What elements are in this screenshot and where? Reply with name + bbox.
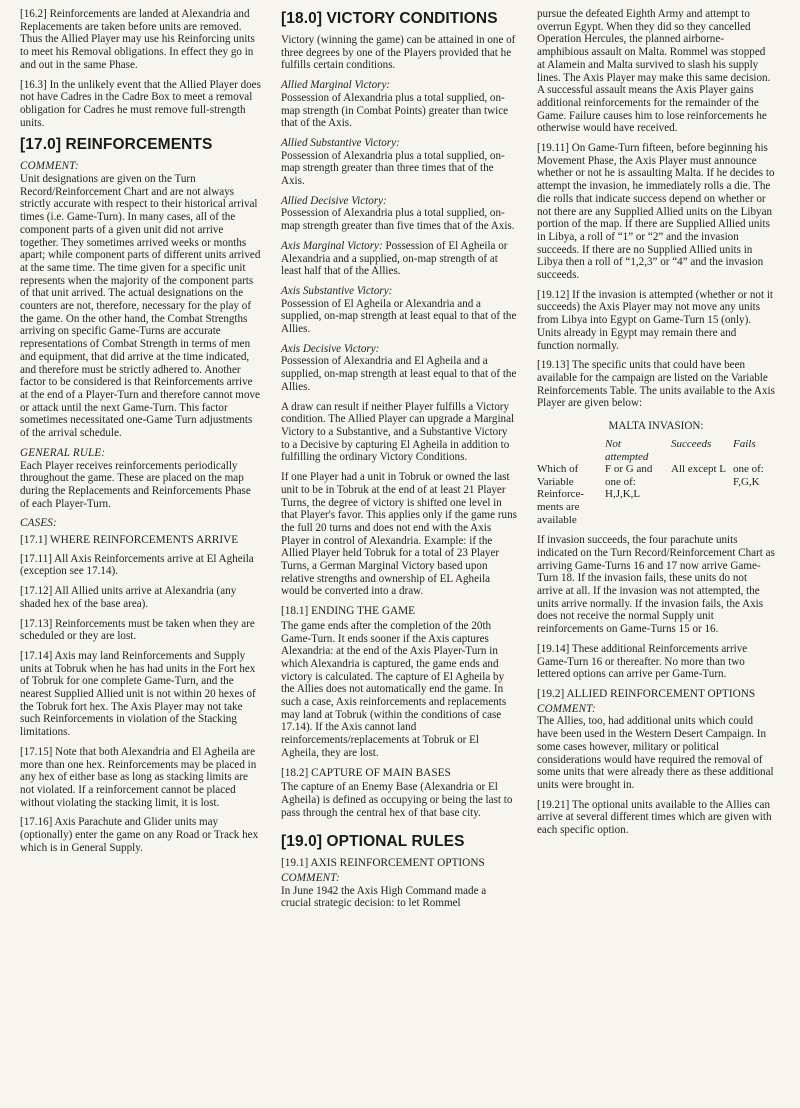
case-17-11: [17.11] All Axis Reinforcements arrive at El Agheila (exception see 17.14).: [20, 552, 254, 578]
case-heading-19-1: [19.1] AXIS REINFORCEMENT OPTIONS: [281, 857, 485, 870]
allied-substantive-text: Possession of Alexandria plus a total supplied, on-map strength greater than three times that of the Axis.: [281, 149, 505, 188]
comment-label-19-2: COMMENT:: [537, 702, 596, 715]
cases-label: CASES:: [20, 517, 57, 530]
header-fails: Fails: [733, 438, 756, 451]
case-18-2: The capture of an Enemy Base (Alexandria or El Agheila) is defined as occupying or being the last to pass through the central hex of that base city.: [281, 781, 513, 819]
case-17-14: [17.14] Axis may land Reinforcements and Supply units at Tobruk when he has had units in the Fort hex of Tobruk for one complete Game-Turn, and the nearest Supplied Allied unit is not within 20 hexes of the Tobruk fort hex. The Axis Player may not take such Reinforcements in violation of the Stacking limitations.: [20, 649, 256, 739]
case-19-12: [19.12] If the invasion is attempted (whether or not it succeeds) the Axis Player may not move any units from Libya into Egypt on Game-Turn 15 (only). Units already in Egypt may remain there and function normally.: [537, 288, 773, 352]
header-succeeds: Succeeds: [671, 438, 712, 451]
malta-table-caption: MALTA INVASION:: [608, 420, 704, 433]
malta-invasion-table: [537, 438, 775, 526]
table-row: [537, 463, 775, 526]
case-heading-19-2: [19.2] ALLIED REINFORCEMENT OPTIONS: [537, 687, 756, 700]
victory-intro: Victory (winning the game) can be attained in one of three degrees by one of the Players provided that he fulfills certain conditions.: [281, 34, 516, 72]
axis-decisive-text: Possession of Alexandria and El Agheila and a supplied, on-map strength at least equal to that of the Allies.: [281, 355, 517, 393]
axis-substantive-label: Axis Substantive Victory:: [281, 284, 393, 297]
case-18-1: The game ends after the completion of the 20th Game-Turn. It ends sooner if the Axis captures Alexandria: at the end of the Axis Player-Turn in which Alexandria is captured, the game ends and victory is calculated. The capture of El Agheila by the Allies does not automatically end the game. In such a case, Axis reinforcements and replacements may land at Tobruk (within the conditions of case 17.14). If the Axis cannot land reinforcements/replacements at Tobruk or El Agheila, they are lost.: [281, 619, 507, 759]
row-label: Which of Variable Reinforce-ments are available: [537, 463, 585, 526]
case-19-21: [19.21] The optional units available to the Allies can arrive at several different times which are given with each specific option.: [537, 798, 772, 837]
axis-marginal-label: Axis Marginal Victory:: [281, 239, 383, 252]
case-19-2-text: The Allies, too, had additional units which could have been used in the Western Desert Campaign. In some cases however, military or political considerations would have required the removal of some units that were already there as these additional units were brought in.: [537, 715, 774, 791]
case-17-12: [17.12] All Allied units arrive at Alexandria (any shaded hex of the base area).: [20, 585, 237, 610]
allied-marginal-text: Possession of Alexandria plus a total supplied, on-map strength (in Combat Points) greater than twice that of the Axis.: [281, 91, 509, 130]
table-row: [537, 438, 775, 463]
case-19-14: [19.14] These additional Reinforcements arrive Game-Turn 16 or thereafter. No more than two lettered options can arrive per Game-Turn.: [537, 642, 748, 681]
after-malta-text: If invasion succeeds, the four parachute units indicated on the Turn Record/Reinforcement Chart as arriving Game-Turns 16 and 17 now arrive Game-Turn 18. If the invasion fails, these units do not arrive at all. If the invasion was not attempted, the units arrive normally. If the invasion fails, the Axis does not receive the normal Supply unit reinforcements on Game-Turns 15 or 16.: [537, 534, 775, 636]
case-17-16: [17.16] Axis Parachute and Glider units may (optionally) enter the game on any Road or Track hex which is in General Supply.: [20, 816, 259, 854]
tobruk-text: If one Player had a unit in Tobruk or owned the last unit to be in Tobruk at the end of at least 21 Player Turns, the degree of victory is shifted one level in that Player's favor. This applies only if the game runs the full 20 turns and does not end with the Axis Player in control of Alexandria. Example: if the Allied Player held Tobruk for a total of 23 Player Turns, a German Marginal Victory based upon relative strengths and ownership of EL Agheila would be converted into a draw.: [281, 471, 517, 598]
section-heading-19: [19.0] OPTIONAL RULES: [281, 833, 465, 851]
case-17-13: [17.13] Reinforcements must be taken when they are scheduled or they are lost.: [20, 617, 255, 643]
axis-marginal: [281, 240, 517, 278]
cell-not-attempted: F or G and one of: H,J,K,L: [605, 463, 653, 501]
section-heading-17: [17.0] REINFORCEMENTS: [20, 136, 213, 154]
allied-substantive-label: Allied Substantive Victory:: [281, 136, 400, 149]
continued-text: pursue the defeated Eighth Army and attempt to overrun Egypt. When they did so they cancelled Operation Hercules, the planned airborne-amphibious assault on Malta. Rommel was stopped at Alamein and Malta survived to slash his supply lines. The Axis Player may make this same decision. A successful assault means the Axis Player gains additional reinforcements for the remainder of the Game. Failure causes him to lose reinforcements he otherwise would have received.: [537, 8, 771, 135]
section-heading-18: [18.0] VICTORY CONDITIONS: [281, 10, 498, 27]
header-not-attempted: Not attempted: [605, 438, 649, 463]
allied-decisive-text: Possession of Alexandria plus a total supplied, on-map strength greater than five times that of the Axis.: [281, 207, 515, 233]
draw-text: A draw can result if neither Player fulfills a Victory condition. The Allied Player can upgrade a Marginal Victory to a Substantive, and a Substantive Victory to a Decisive by capturing El Agheila in addition to fulfilling the ordinary Victory Conditions.: [281, 400, 515, 464]
general-rule-text: Each Player receives reinforcements periodically throughout the game. These are placed on the map during the Replacements and Reinforcements Phase of each Player-Turn.: [20, 459, 251, 510]
axis-marginal-text: Possession of El Agheila or Alexandria and a supplied, on-map strength of at least half that of the Allies.: [281, 239, 508, 278]
case-19-13: [19.13] The specific units that could have been available for the campaign are listed on the Variable Reinforcements Table. The units available to the Axis Player are given below:: [537, 359, 775, 410]
case-heading-18-1: [18.1] ENDING THE GAME: [281, 605, 416, 618]
case-heading-18-2: [18.2] CAPTURE OF MAIN BASES: [281, 766, 451, 779]
comment-label: COMMENT:: [20, 160, 79, 173]
case-17-15: [17.15] Note that both Alexandria and El Agheila are more than one hex. Reinforcements may be placed in any hex of either base as long as stacking limits are not violated. If a reinforcement cannot be placed without violating the stacking limit, it is lost.: [20, 745, 257, 809]
case-16-2: [16.2] Reinforcements are landed at Alexandria and Replacements are taken before units are removed. Thus the Allied Player may use his Reinforcing units to meet his Removal obligations. In effect they go in and out in the same Phase.: [20, 8, 255, 71]
column-middle: [281, 8, 517, 917]
column-right: [537, 8, 775, 844]
comment-text: Unit designations are given on the Turn Record/Reinforcement Chart and are not always strictly accurate with respect to their historical arrival times (i.e. Game-Turn). In many cases, all of the component parts of a given unit did not arrive together. They sometimes arrived weeks or months apart; while component parts of different units arrived at the same time. The time given for a specific unit represents when the majority of the component parts of that unit arrived. The actual designations on the counters are not, therefore, necessary for the play of the game. On the other hand, the Combat Strengths arriving on specific Game-Turns are accurate representations of Combat Strength in terms of men and equipment, that did arrive at the time indicated, and therefore must be strictly adhered to. Another factor to be considered is that Reinforcements arrive at the end of a Player-Turn and therefore cannot move or attack until the next Game-Turn. This factor sometimes necessitated one-Game Turn adjustments of the arrival schedule.: [20, 173, 261, 440]
case-16-3: [16.3] In the unlikely event that the Allied Player does not have Cadres in the Cadre Box to meet a removal obligation for Cadres he must remove full-strength units.: [20, 78, 261, 129]
allied-marginal-label: Allied Marginal Victory:: [281, 79, 391, 92]
case-heading-17-1: [17.1] WHERE REINFORCEMENTS ARRIVE: [20, 534, 239, 547]
axis-substantive-text: Possession of El Agheila or Alexandria and a supplied, on-map strength at least equal to that of the Allies.: [281, 297, 517, 336]
cell-succeeds: All except L: [671, 463, 726, 476]
case-19-11: [19.11] On Game-Turn fifteen, before beginning his Movement Phase, the Axis Player must announce whether or not he is assaulting Malta. If he decides to attempt the invasion, he immediately rolls a die. The die rolls that indicate success depend on whether or not there are any Supplied Allied units on the Libyan portion of the map. If there are Supplied Allied units in Libya, a roll of “1” or “2” and the invasion succeeds. If there are no Supplied Allied units in Libya then a roll of “1,2,3” or “4” and the invasion succeeds.: [537, 142, 775, 282]
axis-decisive-label: Axis Decisive Victory:: [281, 342, 380, 355]
case-19-1-text: In June 1942 the Axis High Command made a crucial strategic decision: to let Rommel: [281, 884, 487, 910]
column-left: [20, 8, 262, 861]
general-rule-label: GENERAL RULE:: [20, 446, 106, 459]
cell-fails: one of: F,G,K: [733, 463, 764, 488]
comment-label-19: COMMENT:: [281, 872, 340, 885]
allied-decisive-label: Allied Decisive Victory:: [281, 194, 387, 207]
